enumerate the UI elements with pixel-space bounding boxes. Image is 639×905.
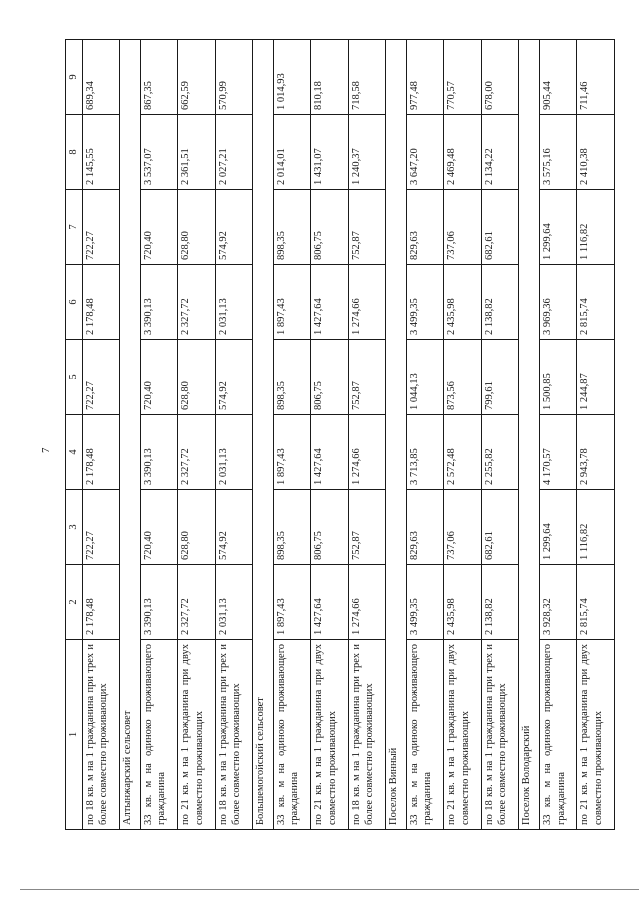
value-cell: 898,35 — [273, 490, 310, 565]
value-cell: 752,87 — [348, 190, 385, 265]
value-cell: 1 500,85 — [539, 340, 576, 415]
row-label: 33 кв. м на одиноко проживающего гражданина — [406, 640, 443, 830]
section-label: Большемогойский сельсовет — [253, 40, 274, 830]
value-cell: 1 116,82 — [577, 190, 615, 265]
value-cell: 829,63 — [406, 190, 443, 265]
section-row — [120, 40, 141, 830]
value-cell: 1 244,87 — [577, 340, 615, 415]
value-cell: 2 178,48 — [82, 415, 119, 490]
value-cell: 2 572,48 — [444, 415, 481, 490]
table-row — [82, 40, 119, 830]
value-cell: 3 499,35 — [406, 565, 443, 640]
value-cell: 720,40 — [140, 190, 177, 265]
value-cell: 2 327,72 — [178, 565, 215, 640]
value-cell: 2 435,98 — [444, 565, 481, 640]
page-number: 7 — [40, 447, 52, 453]
value-cell: 3 647,20 — [406, 115, 443, 190]
row-label: 33 кв. м на одиноко проживающего гражданина — [140, 640, 177, 830]
value-cell: 806,75 — [311, 190, 348, 265]
table-row — [481, 40, 518, 830]
value-cell: 2 815,74 — [577, 265, 615, 340]
value-cell: 806,75 — [311, 490, 348, 565]
value-cell: 3 390,13 — [140, 565, 177, 640]
value-cell: 829,63 — [406, 490, 443, 565]
value-cell: 898,35 — [273, 190, 310, 265]
value-cell: 662,59 — [178, 40, 215, 115]
value-cell: 737,06 — [444, 490, 481, 565]
value-cell: 722,27 — [82, 340, 119, 415]
value-cell: 2 410,38 — [577, 115, 615, 190]
value-cell: 2 031,13 — [215, 415, 252, 490]
value-cell: 752,87 — [348, 490, 385, 565]
value-cell: 2 178,48 — [82, 265, 119, 340]
value-cell: 2 145,55 — [82, 115, 119, 190]
column-header-5: 5 — [66, 340, 83, 415]
value-cell: 678,00 — [481, 40, 518, 115]
row-label: по 21 кв. м на 1 гражданина при двух совместно проживающих — [444, 640, 481, 830]
value-cell: 806,75 — [311, 340, 348, 415]
value-cell: 977,48 — [406, 40, 443, 115]
value-cell: 867,35 — [140, 40, 177, 115]
value-cell: 3 390,13 — [140, 265, 177, 340]
value-cell: 2 031,13 — [215, 265, 252, 340]
value-cell: 1 240,37 — [348, 115, 385, 190]
value-cell: 2 361,51 — [178, 115, 215, 190]
value-cell: 722,27 — [82, 190, 119, 265]
value-cell: 898,35 — [273, 340, 310, 415]
value-cell: 4 170,57 — [539, 415, 576, 490]
value-cell: 570,99 — [215, 40, 252, 115]
value-cell: 1 116,82 — [577, 490, 615, 565]
row-label: по 21 кв. м на 1 гражданина при двух совместно проживающих — [311, 640, 348, 830]
value-cell: 2 027,21 — [215, 115, 252, 190]
tariff-table — [65, 39, 615, 830]
value-cell: 1 431,07 — [311, 115, 348, 190]
value-cell: 574,92 — [215, 190, 252, 265]
value-cell: 720,40 — [140, 490, 177, 565]
column-header-9: 9 — [66, 40, 83, 115]
table-row — [577, 40, 615, 830]
value-cell: 628,80 — [178, 190, 215, 265]
value-cell: 1 299,64 — [539, 490, 576, 565]
value-cell: 2 134,22 — [481, 115, 518, 190]
row-label: 33 кв. м на одиноко проживающего гражданина — [539, 640, 576, 830]
value-cell: 2 138,82 — [481, 565, 518, 640]
value-cell: 3 537,07 — [140, 115, 177, 190]
row-label: по 18 кв. м на 1 гражданина при трех и более совместно проживающих — [215, 640, 252, 830]
table-row — [444, 40, 481, 830]
value-cell: 2 327,72 — [178, 265, 215, 340]
value-cell: 711,46 — [577, 40, 615, 115]
value-cell: 1 274,66 — [348, 565, 385, 640]
value-cell: 1 897,43 — [273, 265, 310, 340]
column-header-3: 3 — [66, 490, 83, 565]
value-cell: 1 044,13 — [406, 340, 443, 415]
table-row — [406, 40, 443, 830]
value-cell: 3 575,16 — [539, 115, 576, 190]
section-row — [386, 40, 407, 830]
row-label: по 18 кв. м на 1 гражданина при трех и более совместно проживающих — [481, 640, 518, 830]
table-row — [273, 40, 310, 830]
section-label: Алтынжарский сельсовет — [120, 40, 141, 830]
value-cell: 720,40 — [140, 340, 177, 415]
value-cell: 2 138,82 — [481, 265, 518, 340]
section-label: Поселок Винный — [386, 40, 407, 830]
value-cell: 1 427,64 — [311, 415, 348, 490]
column-header-8: 8 — [66, 115, 83, 190]
table-row — [215, 40, 252, 830]
value-cell: 737,06 — [444, 190, 481, 265]
value-cell: 1 427,64 — [311, 565, 348, 640]
value-cell: 752,87 — [348, 340, 385, 415]
column-header-4: 4 — [66, 415, 83, 490]
rotated-table-frame — [65, 40, 615, 830]
row-label: по 21 кв. м на 1 гражданина при двух совместно проживающих — [178, 640, 215, 830]
bottom-rule — [20, 889, 639, 890]
value-cell: 2 178,48 — [82, 565, 119, 640]
value-cell: 689,34 — [82, 40, 119, 115]
row-label: по 21 кв. м на 1 гражданина при двух совместно проживающих — [577, 640, 615, 830]
value-cell: 628,80 — [178, 340, 215, 415]
row-label: по 18 кв. м на 1 гражданина при трех и более совместно проживающих — [82, 640, 119, 830]
section-label: Поселок Володарский — [519, 40, 540, 830]
table-row — [178, 40, 215, 830]
value-cell: 2 014,01 — [273, 115, 310, 190]
value-cell: 3 713,85 — [406, 415, 443, 490]
value-cell: 1 897,43 — [273, 565, 310, 640]
value-cell: 628,80 — [178, 490, 215, 565]
table-row — [539, 40, 576, 830]
value-cell: 905,44 — [539, 40, 576, 115]
header-row — [66, 40, 83, 830]
value-cell: 682,61 — [481, 490, 518, 565]
value-cell: 682,61 — [481, 190, 518, 265]
section-row — [253, 40, 274, 830]
value-cell: 873,56 — [444, 340, 481, 415]
value-cell: 722,27 — [82, 490, 119, 565]
value-cell: 3 499,35 — [406, 265, 443, 340]
value-cell: 2 469,48 — [444, 115, 481, 190]
value-cell: 1 427,64 — [311, 265, 348, 340]
value-cell: 799,61 — [481, 340, 518, 415]
value-cell: 810,18 — [311, 40, 348, 115]
column-header-7: 7 — [66, 190, 83, 265]
value-cell: 574,92 — [215, 340, 252, 415]
value-cell: 2 031,13 — [215, 565, 252, 640]
value-cell: 2 435,98 — [444, 265, 481, 340]
value-cell: 3 969,36 — [539, 265, 576, 340]
value-cell: 2 327,72 — [178, 415, 215, 490]
value-cell: 3 928,32 — [539, 565, 576, 640]
value-cell: 1 274,66 — [348, 265, 385, 340]
value-cell: 2 815,74 — [577, 565, 615, 640]
value-cell: 3 390,13 — [140, 415, 177, 490]
table-row — [311, 40, 348, 830]
value-cell: 1 897,43 — [273, 415, 310, 490]
table-body — [82, 40, 614, 830]
column-header-6: 6 — [66, 265, 83, 340]
table-row — [140, 40, 177, 830]
value-cell: 718,58 — [348, 40, 385, 115]
value-cell: 1 014,93 — [273, 40, 310, 115]
value-cell: 574,92 — [215, 490, 252, 565]
value-cell: 1 299,64 — [539, 190, 576, 265]
value-cell: 2 255,82 — [481, 415, 518, 490]
row-label: по 18 кв. м на 1 гражданина при трех и более совместно проживающих — [348, 640, 385, 830]
section-row — [519, 40, 540, 830]
value-cell: 2 943,78 — [577, 415, 615, 490]
value-cell: 770,57 — [444, 40, 481, 115]
row-label: 33 кв. м на одиноко проживающего гражданина — [273, 640, 310, 830]
column-header-1: 1 — [66, 640, 83, 830]
value-cell: 1 274,66 — [348, 415, 385, 490]
column-header-2: 2 — [66, 565, 83, 640]
table-row — [348, 40, 385, 830]
